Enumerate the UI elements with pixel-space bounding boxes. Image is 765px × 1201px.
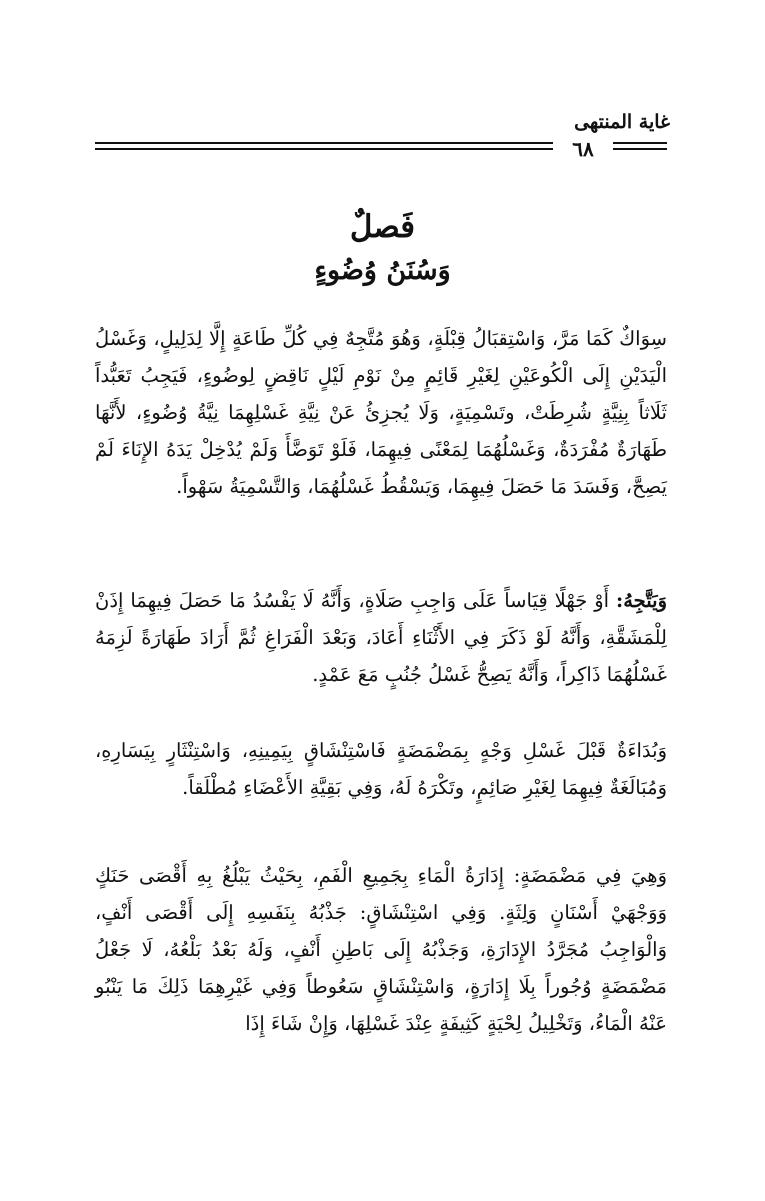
paragraph-4-text: وَهِيَ فِي مَضْمَضَةٍ: إِدَارَةُ الْمَاءِ بِجَمِيعِ الْفَمِ، بِحَيْثُ يَبْلُغُ بِهِ أَقْصَى حَنَكٍ وَوَجْهَيْ أَسْنَانٍ وَلِثَةٍ. وَفِي اسْتِنْشَاقٍ: جَذْبُهُ بِنَفَسِهِ إِلَى أَقْصَى أَنْفٍ، وَالْوَاجِبُ مُجَرَّدُ الإِدَارَةِ، وَجَذْبُهُ إِلَى بَاطِنِ أَنْفٍ، وَلَهُ بَعْدُ بَلْعُهُ، لَا جَعْلُ مَضْمَضَةٍ وُجُوراً بِلَا إِدَارَةٍ، وَاسْتِنْشَاقٍ سَعُوطاً وَفِي غَيْرِهِمَا ذَلِكَ مَا يَنْبُو عَنْهُ الْمَاءُ، وَتَخْلِيلُ لِحْيَةٍ كَثِيفَةٍ عِنْدَ غَسْلِهَا، وَإِنْ شَاءَ إِذَا	[95, 864, 667, 1035]
running-title: غاية المنتهى	[574, 111, 670, 133]
paragraph-2-text: أَوْ جَهْلًا قِيَاساً عَلَى وَاجِبِ صَلَاةٍ، وَأَنَّهُ لَا يَفْسُدُ مَا حَصَلَ فِيهِمَا إِذَنْ لِلْمَشَقَّةِ، وَأَنَّهُ لَوْ ذَكَرَ فِي الأَثْنَاءِ أَعَادَ، وَبَعْدَ الْفَرَاغِ ثُمَّ أَرَادَ طَهَارَةً لَزِمَهُ غَسْلُهُمَا ذَاكِراً، وَأَنَّهُ يَصِحُّ غَسْلُ جُنُبٍ مَعَ عَمْدٍ.	[95, 589, 667, 686]
paragraph-4	[95, 857, 667, 1042]
paragraph-1	[95, 320, 667, 505]
paragraph-3-text: وَبُدَاءَةٌ قَبْلَ غَسْلِ وَجْهٍ بِمَضْمَضَةٍ فَاسْتِنْشَاقٍ بِيَمِينِهِ، وَاسْتِنْثَارٍ بِيَسَارِهِ، وَمُبَالَغَةٌ فِيهِمَا لِغَيْرِ صَائِمٍ، وتَكْرَهُ لَهُ، وَفِي بَقِيَّةِ الأَعْضَاءِ مُطْلَقاً.	[95, 739, 667, 799]
paragraph-3	[95, 732, 667, 806]
paragraph-1-text: سِوَاكٌ كَمَا مَرَّ، وَاسْتِقبَالُ قِبْلَةٍ، وَهُوَ مُتَّجِهٌ فِي كُلِّ طَاعَةٍ إِلَّا لِدَلِيلٍ، وَغَسْلُ الْيَدَيْنِ إِلَى الْكُوعَيْنِ لِغَيْرِ قَائِمٍ مِنْ نَوْمِ لَيْلٍ نَاقِضٍ لِوضُوءٍ، فَيَجِبُ تَعَبُّداً ثَلَاثاً بِنِيَّةٍ شُرِطَتْ، وتَسْمِيَةٍ، وَلَا يُجزِئُ عَنْ نِيَّةِ غَسْلِهِمَا نِيَّةُ وُضُوءٍ، لأَنَّهَا طَهَارَةٌ مُفْرَدَةٌ، وَغَسْلُهُمَا لِمَعْنًى فِيهِمَا، فَلَوْ تَوَضَّأَ وَلَمْ يُدْخِلْ يَدَهُ الإِنَاءَ لَمْ يَصِحَّ، وَفَسَدَ مَا حَصَلَ فِيهِمَا، وَيَسْقُطُ غَسْلُهُمَا، وَالتَّسْمِيَةُ سَهْواً.	[95, 327, 667, 498]
paragraph-2-lead: وَيَتَّجِهُ:	[616, 589, 667, 612]
section-subheading: وَسُنَنُ وُضُوءٍ	[314, 255, 451, 286]
section-heading: فَصلٌ	[349, 209, 416, 245]
page-number: ٦٨	[553, 137, 613, 161]
paragraph-2	[95, 582, 667, 693]
